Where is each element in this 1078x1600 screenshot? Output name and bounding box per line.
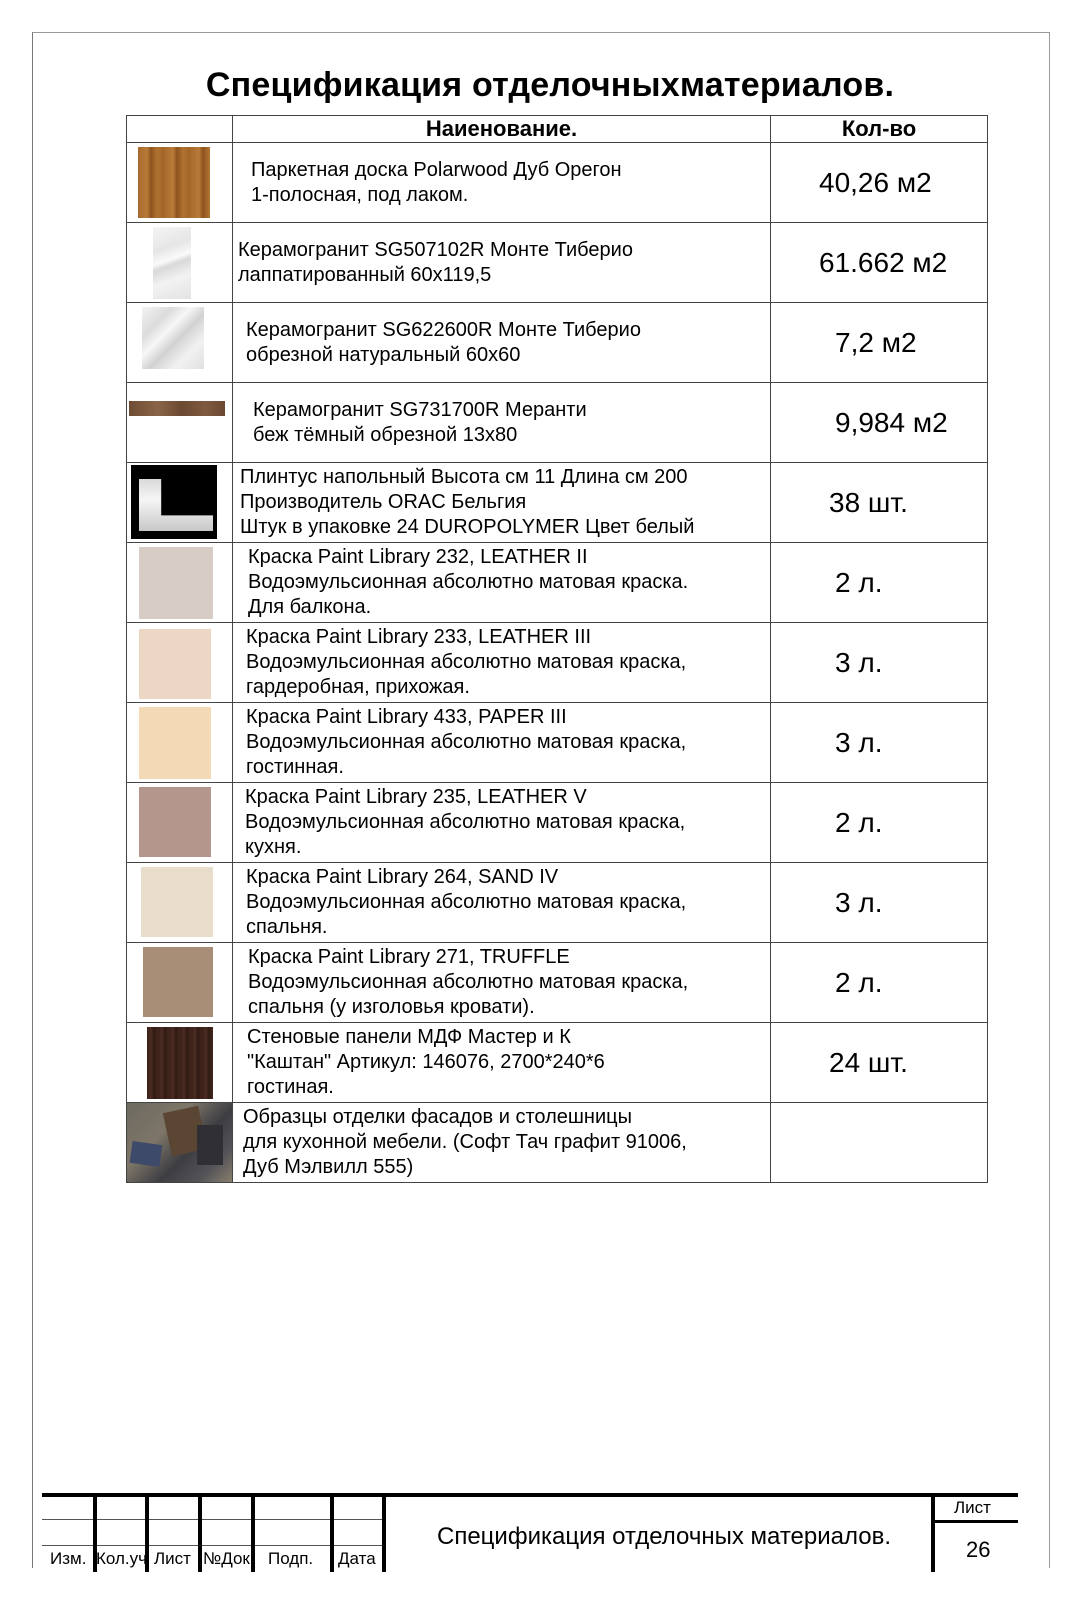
material-image-cell xyxy=(127,943,233,1023)
marble-square-image xyxy=(142,307,204,369)
material-image-cell xyxy=(127,623,233,703)
skirting-board-image xyxy=(131,465,217,539)
dark-wood-panel-image xyxy=(147,1027,213,1099)
material-image-cell xyxy=(127,463,233,543)
oak-parquet-image xyxy=(138,147,210,218)
title-block xyxy=(42,1493,1042,1573)
material-qty: 2 л. xyxy=(771,543,988,623)
title-block-divider xyxy=(330,1493,334,1572)
header-image-column xyxy=(127,116,233,143)
material-qty: 9,984 м2 xyxy=(771,383,988,463)
material-qty: 38 шт. xyxy=(771,463,988,543)
material-image-cell xyxy=(127,383,233,463)
material-name: Керамогранит SG507102R Монте Тиберио лаппатированный 60х119,5 xyxy=(233,223,771,303)
label-signature: Подп. xyxy=(268,1549,314,1568)
label-izm: Изм. xyxy=(50,1549,87,1568)
paint-swatch-image xyxy=(139,787,211,857)
material-name: Краска Paint Library 232, LEATHER II Водоэмульсионная абсолютно матовая краска. Для балкона. xyxy=(233,543,771,623)
material-name: Керамогранит SG731700R Меранти беж тёмный обрезной 13х80 xyxy=(233,383,771,463)
material-image-cell xyxy=(127,863,233,943)
material-qty: 40,26 м2 xyxy=(771,143,988,223)
material-name: Паркетная доска Polarwood Дуб Орегон 1-полосная, под лаком. xyxy=(233,143,771,223)
material-qty xyxy=(771,1103,988,1183)
material-name: Краска Paint Library 433, PAPER III Водоэмульсионная абсолютно матовая краска, гостинная. xyxy=(233,703,771,783)
paint-swatch-image xyxy=(139,707,211,779)
paint-swatch-image xyxy=(139,629,211,699)
material-image-cell xyxy=(127,703,233,783)
material-name: Стеновые панели МДФ Мастер и К "Каштан" Артикул: 146076, 2700*240*6 гостиная. xyxy=(233,1023,771,1103)
label-doc-number: №Док xyxy=(203,1549,250,1568)
title-block-top-line xyxy=(42,1493,1018,1497)
sheet-label: Лист xyxy=(954,1498,991,1517)
table-row xyxy=(127,303,988,383)
title-block-doc-title: Спецификация отделочных материалов. xyxy=(437,1523,892,1550)
sheet-cell-line xyxy=(931,1520,1018,1523)
material-image-cell xyxy=(127,303,233,383)
table-row xyxy=(127,943,988,1023)
sheet-number: 26 xyxy=(966,1537,991,1562)
material-qty: 7,2 м2 xyxy=(771,303,988,383)
material-qty: 3 л. xyxy=(771,703,988,783)
material-image-cell xyxy=(127,1023,233,1103)
material-qty: 3 л. xyxy=(771,863,988,943)
header-qty: Кол-во xyxy=(771,116,988,143)
material-name: Краска Paint Library 233, LEATHER III Водоэмульсионная абсолютно матовая краска, гардеробная, прихожая. xyxy=(233,623,771,703)
specification-table xyxy=(126,115,988,1183)
material-qty: 2 л. xyxy=(771,943,988,1023)
table-row xyxy=(127,223,988,303)
material-name: Краска Paint Library 271, TRUFFLE Водоэмульсионная абсолютно матовая краска, спальня (у изголовья кровати). xyxy=(233,943,771,1023)
header-name: Наиенование. xyxy=(233,116,771,143)
material-qty: 24 шт. xyxy=(771,1023,988,1103)
table-header-row xyxy=(127,116,988,143)
material-name: Образцы отделки фасадов и столешницы для кухонной мебели. (Софт Тач графит 91006, Дуб Мэлвилл 555) xyxy=(233,1103,771,1183)
material-name: Краска Paint Library 264, SAND IV Водоэмульсионная абсолютно матовая краска, спальня. xyxy=(233,863,771,943)
table-row xyxy=(127,383,988,463)
table-row xyxy=(127,1023,988,1103)
material-name: Керамогранит SG622600R Монте Тиберио обрезной натуральный 60х60 xyxy=(233,303,771,383)
title-block-divider xyxy=(382,1493,386,1572)
paint-swatch-image xyxy=(139,547,213,619)
label-kol-uch: Кол.уч xyxy=(96,1549,147,1568)
material-name: Плинтус напольный Высота см 11 Длина см 200 Производитель ORAC Бельгия Штук в упаковке 24 DUROPOLYMER Цвет белый xyxy=(233,463,771,543)
material-image-cell xyxy=(127,143,233,223)
title-block-divider xyxy=(251,1493,255,1572)
facade-samples-image xyxy=(127,1103,233,1182)
label-date: Дата xyxy=(338,1549,376,1568)
material-qty: 2 л. xyxy=(771,783,988,863)
table-row xyxy=(127,863,988,943)
table-row xyxy=(127,783,988,863)
material-qty: 3 л. xyxy=(771,623,988,703)
wood-plank-image xyxy=(129,401,225,416)
table-row xyxy=(127,463,988,543)
paint-swatch-image xyxy=(141,867,213,937)
table-row xyxy=(127,703,988,783)
title-block-divider xyxy=(931,1493,935,1572)
table-row xyxy=(127,543,988,623)
marble-tile-image xyxy=(153,227,191,299)
table-row xyxy=(127,1103,988,1183)
material-image-cell xyxy=(127,543,233,623)
material-image-cell xyxy=(127,783,233,863)
page-title: Спецификация отделочныхматериалов. xyxy=(205,66,895,104)
material-qty: 61.662 м2 xyxy=(771,223,988,303)
paint-swatch-image xyxy=(143,947,213,1017)
material-image-cell xyxy=(127,223,233,303)
title-block-divider xyxy=(198,1493,202,1572)
material-image-cell xyxy=(127,1103,233,1183)
label-list: Лист xyxy=(154,1549,191,1568)
table-row xyxy=(127,143,988,223)
table-row xyxy=(127,623,988,703)
material-name: Краска Paint Library 235, LEATHER V Водоэмульсионная абсолютно матовая краска, кухня. xyxy=(233,783,771,863)
